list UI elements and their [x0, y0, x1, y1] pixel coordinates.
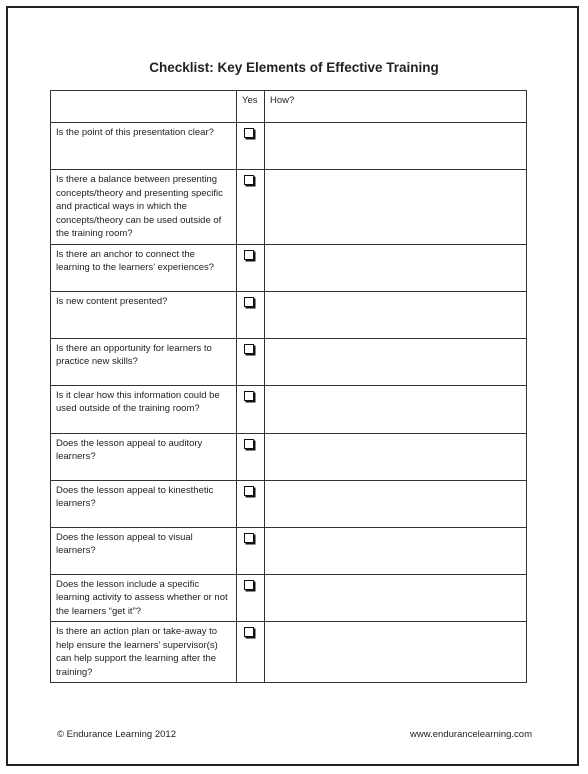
question-cell: Is there an opportunity for learners to practice new skills? — [51, 338, 237, 385]
question-cell: Is new content presented? — [51, 291, 237, 338]
footer-website-link[interactable]: www.endurancelearning.com — [410, 729, 532, 740]
table-row — [51, 291, 527, 338]
header-how: How? — [265, 91, 527, 123]
yes-checkbox[interactable] — [244, 486, 254, 496]
question-cell: Does the lesson appeal to visual learners? — [51, 527, 237, 574]
how-cell[interactable] — [265, 244, 527, 291]
question-cell: Is there an anchor to connect the learning to the learners’ experiences? — [51, 244, 237, 291]
footer-copyright: © Endurance Learning 2012 — [57, 729, 176, 740]
yes-cell — [237, 338, 265, 385]
yes-checkbox[interactable] — [244, 533, 254, 543]
yes-cell — [237, 480, 265, 527]
yes-cell — [237, 433, 265, 480]
yes-cell — [237, 170, 265, 245]
how-cell[interactable] — [265, 338, 527, 385]
table-row — [51, 338, 527, 385]
yes-checkbox[interactable] — [244, 175, 254, 185]
yes-checkbox[interactable] — [244, 627, 254, 637]
table-row — [51, 480, 527, 527]
how-cell[interactable] — [265, 574, 527, 622]
yes-cell — [237, 291, 265, 338]
yes-cell — [237, 385, 265, 433]
table-row — [51, 433, 527, 480]
question-cell: Does the lesson appeal to auditory learners? — [51, 433, 237, 480]
yes-checkbox[interactable] — [244, 439, 254, 449]
table-row — [51, 123, 527, 170]
table-row — [51, 574, 527, 622]
table-row — [51, 385, 527, 433]
question-cell: Does the lesson appeal to kinesthetic learners? — [51, 480, 237, 527]
how-cell[interactable] — [265, 527, 527, 574]
question-cell: Is the point of this presentation clear? — [51, 123, 237, 170]
how-cell[interactable] — [265, 480, 527, 527]
yes-checkbox[interactable] — [244, 250, 254, 260]
table-header-row — [51, 91, 527, 123]
yes-cell — [237, 123, 265, 170]
header-question — [51, 91, 237, 123]
how-cell[interactable] — [265, 433, 527, 480]
question-cell: Is there an action plan or take-away to help ensure the learners’ supervisor(s) can help support the learning after the training? — [51, 622, 237, 683]
how-cell[interactable] — [265, 123, 527, 170]
page-title: Checklist: Key Elements of Effective Training — [149, 60, 439, 75]
table-row — [51, 622, 527, 683]
question-cell: Is there a balance between presenting concepts/theory and presenting specific and practical ways in which the concepts/theory can be used outside of the training room? — [51, 170, 237, 245]
question-cell: Is it clear how this information could be used outside of the training room? — [51, 385, 237, 433]
yes-checkbox[interactable] — [244, 391, 254, 401]
table-row — [51, 527, 527, 574]
how-cell[interactable] — [265, 291, 527, 338]
yes-cell — [237, 527, 265, 574]
yes-cell — [237, 574, 265, 622]
how-cell[interactable] — [265, 170, 527, 245]
table-row — [51, 170, 527, 245]
how-cell[interactable] — [265, 385, 527, 433]
yes-checkbox[interactable] — [244, 344, 254, 354]
yes-checkbox[interactable] — [244, 128, 254, 138]
table-row — [51, 244, 527, 291]
yes-checkbox[interactable] — [244, 297, 254, 307]
header-yes: Yes — [237, 91, 265, 123]
how-cell[interactable] — [265, 622, 527, 683]
question-cell: Does the lesson include a specific learning activity to assess whether or not the learners “get it”? — [51, 574, 237, 622]
checklist-table — [50, 90, 527, 683]
yes-cell — [237, 622, 265, 683]
yes-checkbox[interactable] — [244, 580, 254, 590]
yes-cell — [237, 244, 265, 291]
